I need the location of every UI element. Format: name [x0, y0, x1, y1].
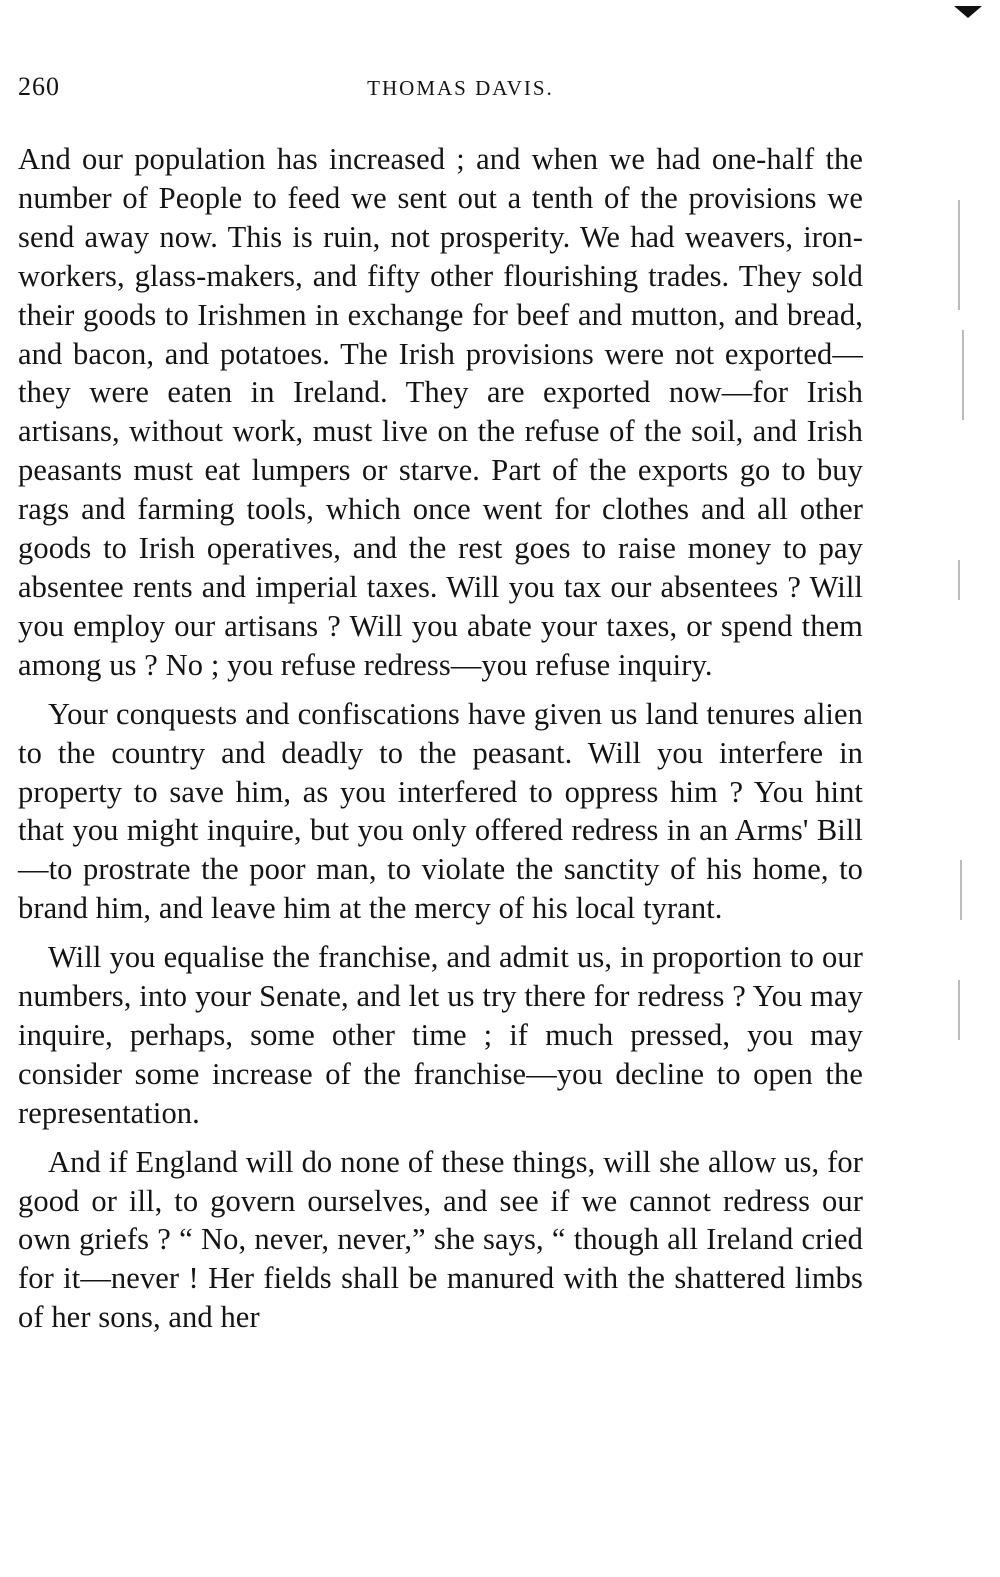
gutter-speck — [958, 560, 960, 600]
paragraph-4: And if England will do none of these things, will she allow us, for good or ill, to govern ourselves, and see if we cannot redress our own griefs ? “ No, never, never,” she says, “ though all Ireland cried for it—never ! Her fields shall be manured with the shattered limbs of her sons, and her — [18, 1144, 863, 1335]
page-header — [18, 72, 863, 112]
gutter-speck — [958, 200, 960, 310]
paragraph-2: Your conquests and confiscations have given us land tenures alien to the country and deadly to the peasant. Will you interfere in property to save him, as you interfered to oppress him ? You hint that you might inquire, but you only offered redress in an Arms' Bill—to prostrate the poor man, to violate the sanctity of his home, to brand him, and leave him at the mercy of his local tyrant. — [18, 696, 863, 926]
running-head: THOMAS DAVIS. — [367, 76, 554, 100]
page-corner-marker — [954, 6, 982, 18]
page-number: 260 — [18, 72, 60, 101]
gutter-speck — [960, 860, 962, 920]
paragraph-1: And our population has increased ; and when we had one-half the number of People to feed we sent out a tenth of the provisions we send away now. This is ruin, not prosperity. We had weavers, iron-workers, glass-makers, and fifty other flourishing trades. They sold their goods to Irishmen in exchange for beef and mutton, and bread, and bacon, and potatoes. The Irish provisions were not exported—they were eaten in Ireland. They are exported now—for Irish artisans, without work, must live on the refuse of the soil, and Irish peasants must eat lumpers or starve. Part of the exports go to buy rags and farming tools, which once went for clothes and all other goods to Irish operatives, and the rest goes to raise money to pay absentee rents and imperial taxes. Will you tax our absentees ? Will you employ our artisans ? Will you abate your taxes, or spend them among us ? No ; you refuse redress—you refuse inquiry. — [18, 142, 863, 682]
gutter-speck — [958, 980, 960, 1040]
paragraph-3: Will you equalise the franchise, and admit us, in proportion to our numbers, into your Senate, and let us try there for redress ? You may inquire, perhaps, some other time ; if much pressed, you may consider some increase of the franchise—you decline to open the representation. — [18, 940, 863, 1130]
body-text — [18, 140, 863, 1337]
book-page — [18, 72, 863, 1347]
gutter-speck — [962, 330, 964, 420]
